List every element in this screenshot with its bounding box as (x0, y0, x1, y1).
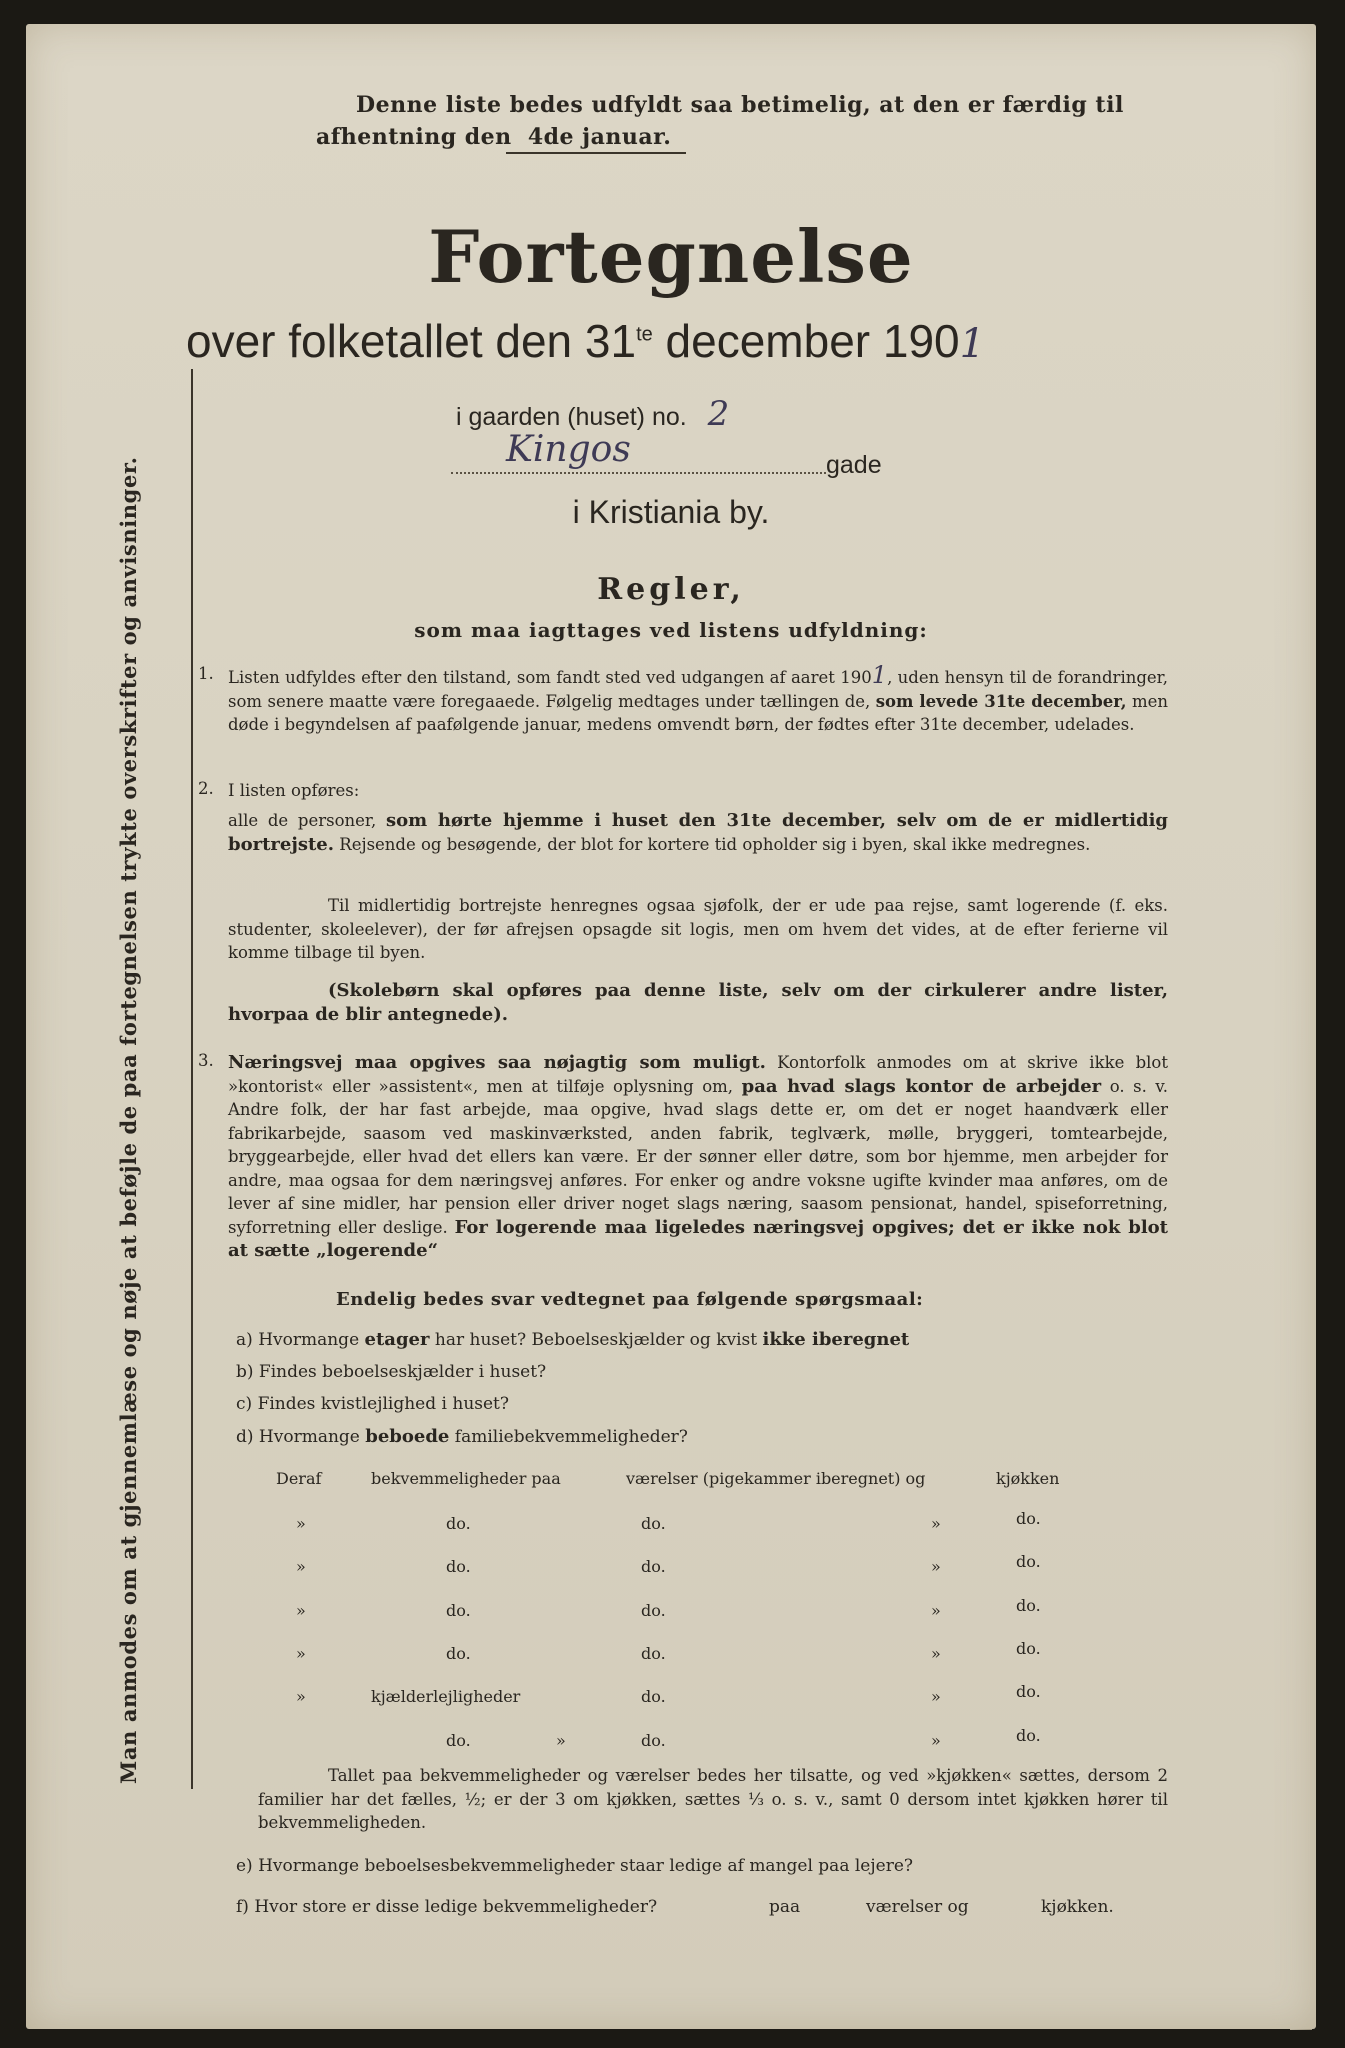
subtitle-text: over folketallet den 31 (186, 315, 637, 367)
table-header-deraf: Deraf (276, 1469, 322, 1488)
notice-date: 4de januar. (527, 124, 672, 150)
rule-2-number: 2. (198, 779, 214, 798)
rule-3-bold-1: Næringsvej maa opgives saa nøjagtig som muligt. (228, 1052, 766, 1073)
rule-3-b: o. s. v. Andre folk, der har fast arbejde, maa opgive, hvad slags dette er, om det er noget haandværk eller fabrikarbejde, saasom ved maskinværksted, anden fabrik, teglværk, mølle, bryggeri, tomtearbejde, bryggearbejde, eller hvad det ellers kan være. Er der sønner eller døtre, som bor hjemme, men arbejder for andre, maa ogsaa for dem næringsvej anføres. For enker og andre voksne ugifte kvinder maa anføres, om de lever af sine midler, har pension eller driver noget slags næring, saasom pensionat, handel, spiseforretning, syforretning eller deslige. (228, 1076, 1168, 1237)
question-f (236, 1897, 657, 1917)
question-d-pre: Hvormange (258, 1427, 360, 1447)
rule-3-number: 3. (198, 1051, 214, 1070)
ditto-mark: » (931, 1687, 941, 1706)
handwritten-gaard-no: 2 (707, 394, 730, 434)
cell-do: do. (1016, 1639, 1041, 1658)
question-e-label: e) (236, 1856, 253, 1876)
side-instruction: Man anmodes om at gjennemlæse og nøje at beføjle de paa fortegnelsen trykte overskrifter og anvisninger. (116, 456, 141, 1784)
ditto-mark: » (931, 1644, 941, 1663)
question-f-paa: paa (769, 1897, 801, 1917)
rule-2-a: alle de personer, (228, 811, 377, 830)
question-a (236, 1329, 909, 1350)
cell-do: do. (1016, 1552, 1041, 1571)
question-a-bold: etager (364, 1329, 430, 1350)
rule-1-c: men døde i begyndelsen af paafølgende januar, medens omvendt børn, der fødtes efter 31te december, udelades. (228, 691, 1169, 734)
cell-do: do. (641, 1644, 666, 1663)
page-subtitle (186, 314, 985, 368)
question-f-kjokken: kjøkken. (1041, 1897, 1114, 1917)
gaard-line (456, 394, 729, 434)
question-d-label: d) (236, 1427, 254, 1447)
rule-1-bold: som levede 31te december, (875, 691, 1127, 711)
rule-2-intro: I listen opføres: (228, 781, 360, 800)
question-a-bold-2: ikke iberegnet (762, 1329, 910, 1350)
table-header-kjokken: kjøkken (996, 1469, 1060, 1488)
subtitle-text-2: december 190 (652, 315, 960, 367)
table-header-bekv: bekvemmeligheder paa (371, 1469, 561, 1488)
street-dotted-line (451, 472, 826, 474)
cell-do: do. (641, 1514, 666, 1533)
ditto-mark: » (931, 1557, 941, 1576)
notice-line-2 (316, 124, 671, 150)
question-e (236, 1856, 913, 1876)
question-c-text: Findes kvistlejlighed i huset? (257, 1394, 510, 1414)
cell-do: do. (1016, 1509, 1041, 1528)
ditto-mark: » (931, 1601, 941, 1620)
rule-2-paragraph-3: (Skolebørn skal opføres paa denne liste, selv om der cirkulerer andre lister, hvorpaa de blir antegnede). (228, 980, 1168, 1025)
questions-title: Endelig bedes svar vedtegnet paa følgende spørgsmaal: (336, 1289, 924, 1310)
ditto-mark: » (296, 1687, 306, 1706)
question-f-vaerelser: værelser og (866, 1897, 969, 1917)
cell-do: do. (446, 1731, 471, 1750)
document-page (26, 24, 1316, 2029)
question-a-mid: har huset? Beboelseskjælder og kvist (434, 1330, 758, 1350)
rules-title: Regler, (597, 572, 745, 607)
question-f-label: f) (236, 1897, 249, 1917)
handwritten-year: 1 (959, 321, 986, 367)
city-line: i Kristiania by. (572, 494, 770, 530)
cell-do: do. (446, 1601, 471, 1620)
rule-1-text (228, 661, 1169, 737)
cell-do: do. (641, 1601, 666, 1620)
ditto-mark: » (296, 1601, 306, 1620)
question-d-post: familiebekvemmeligheder? (454, 1427, 688, 1447)
question-c-label: c) (236, 1394, 253, 1414)
rule-3-bold-3: For logerende maa ligeledes næringsvej opgives; det er ikke nok blot at sætte „logerende“ (228, 1216, 1169, 1261)
rule-2-b: Rejsende og besøgende, der blot for kortere tid opholder sig i byen, skal ikke medregnes. (339, 834, 1091, 854)
ditto-mark: » (296, 1557, 306, 1576)
question-a-label: a) (236, 1330, 253, 1350)
subtitle-sup: te (636, 323, 653, 346)
gade-label: gade (826, 451, 882, 479)
ditto-mark: » (556, 1731, 566, 1750)
ditto-mark: » (931, 1514, 941, 1533)
question-b-text: Findes beboelseskjælder i huset? (258, 1362, 547, 1382)
cell-do: do. (641, 1687, 666, 1706)
table-note: Tallet paa bekvemmeligheder og værelser bedes her tilsatte, og ved »kjøkken« sættes, dersom 2 familier har det fælles, ½; er der 3 om kjøkken, sættes ⅓ o. s. v., samt 0 dersom intet kjøkken hører til bekvemmeligheden. (258, 1766, 1168, 1832)
rule-1-a: Listen udfyldes efter den tilstand, som fandt sted ved udgangen af aaret 190 (228, 668, 872, 687)
cell-kjaelderlejligheder: kjælderlejligheder (371, 1687, 521, 1706)
rule-1-b: , uden hensyn til de forandringer, som senere maatte være foregaaede. Følgelig medtages under tællingen de, (228, 668, 1168, 711)
cell-do: do. (1016, 1596, 1041, 1615)
notice-prefix: afhentning den (316, 124, 512, 150)
table-header-vaerelser: værelser (pigekammer iberegnet) og (626, 1469, 926, 1488)
cell-do: do. (641, 1557, 666, 1576)
question-b (236, 1362, 546, 1382)
question-d (236, 1426, 688, 1447)
side-rule-line (191, 369, 193, 1789)
page-title: Fortegnelse (428, 214, 914, 299)
rule-3-bold-2: paa hvad slags kontor de arbejder (741, 1075, 1102, 1097)
notice-line-1: Denne liste bedes udfyldt saa betimelig, at den er færdig til (356, 92, 1124, 118)
question-b-label: b) (236, 1362, 254, 1382)
rule-3-text (228, 1051, 1168, 1263)
rule-2-bold: som hørte hjemme i huset den 31te december, selv om de er midlertidig bortrejste. (228, 810, 1168, 855)
question-a-pre: Hvormange (258, 1330, 360, 1350)
cell-do: do. (446, 1644, 471, 1663)
notice-date-underline (506, 152, 686, 154)
rules-subtitle: som maa iagttages ved listens udfyldning: (414, 618, 928, 642)
rule-2-text (228, 809, 1168, 856)
ditto-mark: » (296, 1514, 306, 1533)
ditto-mark: » (931, 1731, 941, 1750)
ditto-mark: » (296, 1644, 306, 1663)
question-f-text: Hvor store er disse ledige bekvemmeligheder? (254, 1897, 658, 1917)
rule-1-hand: 1 (871, 661, 888, 689)
question-e-text: Hvormange beboelsesbekvemmeligheder staar ledige af mangel paa lejere? (258, 1856, 913, 1876)
rule-3-a: Kontorfolk anmodes om at skrive ikke blot »kontorist« eller »assistent«, men at tilføje oplysning om, (228, 1053, 1168, 1096)
rule-1-number: 1. (198, 664, 214, 683)
question-d-bold: beboede (365, 1426, 450, 1447)
cell-do: do. (641, 1731, 666, 1750)
question-c (236, 1394, 509, 1414)
gaard-label: i gaarden (huset) no. (456, 403, 687, 431)
handwritten-street: Kingos (506, 429, 631, 470)
cell-do: do. (1016, 1726, 1041, 1745)
cell-do: do. (446, 1557, 471, 1576)
cell-do: do. (446, 1514, 471, 1533)
rule-2-paragraph-2: Til midlertidig bortrejste henregnes ogsaa sjøfolk, der er ude paa rejse, samt logerende (f. eks. studenter, skoleelever), der før afrejsen opsagde sit logis, men om hvem det vides, at de efter ferierne vil komme tilbage til byen. (228, 896, 1168, 962)
cell-do: do. (1016, 1682, 1041, 1701)
